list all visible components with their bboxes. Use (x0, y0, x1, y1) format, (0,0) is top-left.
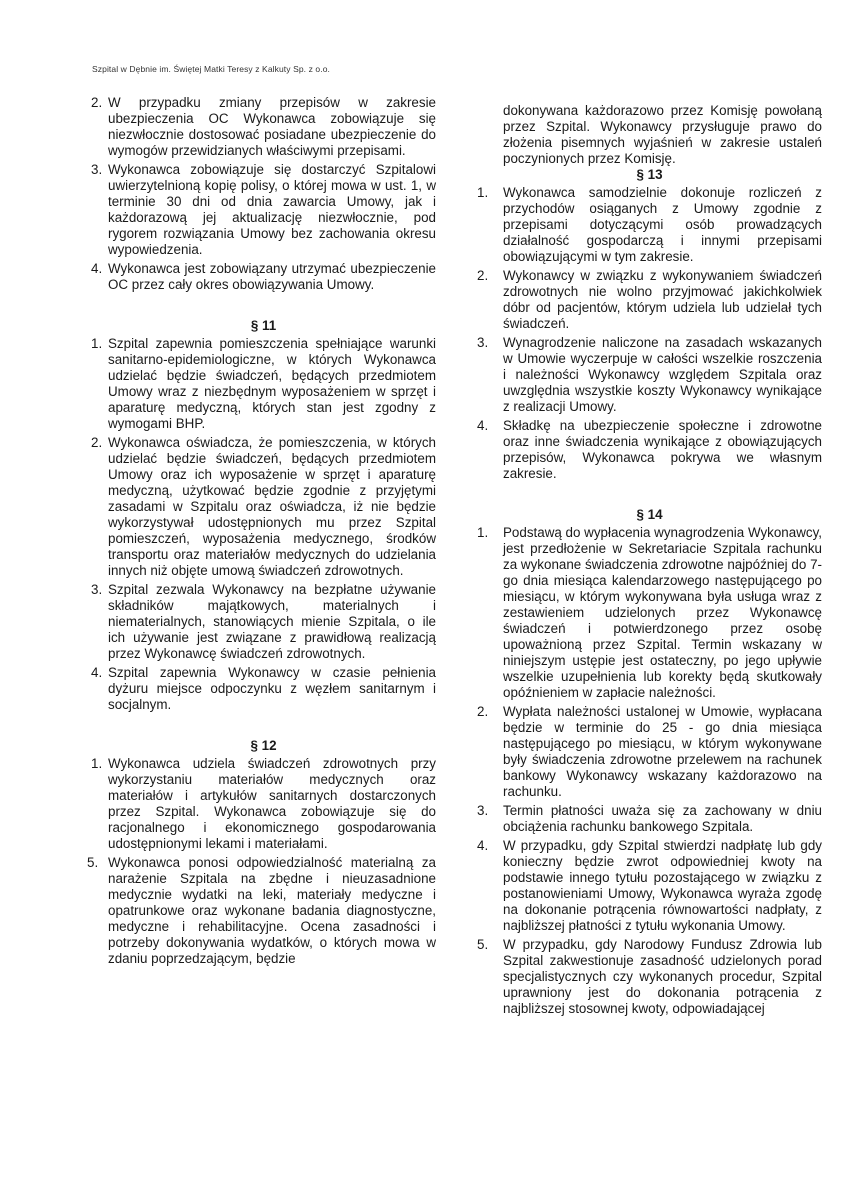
paragraph-14-2 (477, 704, 822, 800)
paragraph-number: 1. (477, 185, 489, 200)
paragraph-text: Wykonawca udziela świadczeń zdrowotnych przy wykorzystaniu materiałów medycznych oraz materiałów i artykułów sanitarnych dostarczonych przez Szpital. Wykonawca zobowiązuje się do racjonalnego i ekonomicznego gospodarowania udostępnionymi lekami i materiałami. (108, 756, 436, 851)
paragraph-number: 1. (477, 525, 489, 540)
paragraph-12-5-continuation: dokonywana każdorazowo przez Komisję powołaną przez Szpital. Wykonawcy przysługuje prawo do złożenia pisemnych wyjaśnień w zakresie ustaleń poczynionych przez Komisję. (503, 103, 822, 166)
paragraph-number: 2. (477, 268, 489, 283)
paragraph-text: Wykonawca zobowiązuje się dostarczyć Szpitalowi uwierzytelnioną kopię polisy, o której mowa w ust. 1, w terminie 30 dni od dnia zawarcia Umowy, jak i każdorazową jej aktualizację niezwłocznie, pod rygorem rozwiązania Umowy bez zachowania okresu wypowiedzenia. (108, 162, 436, 257)
paragraph-number: 5. (87, 855, 99, 870)
paragraph-11-4 (91, 665, 436, 713)
section-title-13: § 13 (636, 167, 663, 182)
paragraph-11-2 (91, 435, 436, 579)
paragraph-number: 4. (477, 418, 489, 433)
paragraph-text: Szpital zapewnia Wykonawcy w czasie pełnienia dyżuru miejsce odpoczynku z węzłem sanitarnym i socjalnym. (108, 665, 436, 712)
paragraph-11-3 (91, 582, 436, 662)
paragraph-13-3 (477, 335, 822, 415)
paragraph-text: Wynagrodzenie naliczone na zasadach wskazanych w Umowie wyczerpuje w całości wszelkie roszczenia i należności Wykonawcy względem Szpitala oraz uwzględnia wszystkie koszty Wykonawcy wynikające z realizacji Umowy. (503, 335, 822, 414)
paragraph-text: Szpital zezwala Wykonawcy na bezpłatne używanie składników majątkowych, materialnych i niematerialnych, stanowiących mienie Szpitala, o ile ich używanie jest związane z prawidłową realizacją przez Wykonawcę świadczeń zdrowotnych. (108, 582, 436, 661)
paragraph-14-3 (477, 803, 822, 835)
paragraph-13-1 (477, 185, 822, 265)
paragraph-text: W przypadku zmiany przepisów w zakresie ubezpieczenia OC Wykonawca zobowiązuje się niezwłocznie dostosować posiadane ubezpieczenie do wymogów przewidzianych właściwymi przepisami. (108, 95, 436, 158)
paragraph-number: 1. (91, 756, 103, 771)
paragraph-text: Wykonawcy w związku z wykonywaniem świadczeń zdrowotnych nie wolno przyjmować jakichkolwiek dóbr od pacjentów, którym udziela lub udzielał tych świadczeń. (503, 268, 822, 331)
paragraph-number: 5. (477, 937, 489, 952)
paragraph-12-1 (91, 756, 436, 852)
paragraph-number: 3. (477, 803, 489, 818)
paragraph-number: 1. (91, 336, 103, 351)
paragraph-number: 3. (477, 335, 489, 350)
paragraph-10-3 (91, 162, 436, 258)
paragraph-14-1 (477, 525, 822, 701)
paragraph-text: Wypłata należności ustalonej w Umowie, wypłacana będzie w terminie do 25 - go dnia miesiąca następującego po miesiącu, w którym wykonywane były świadczenia zdrowotne przelewem na rachunek bankowy Wykonawcy wskazany każdorazowo na rachunku. (503, 704, 822, 799)
paragraph-14-4 (477, 838, 822, 934)
paragraph-13-2 (477, 268, 822, 332)
section-title-12: § 12 (250, 738, 277, 753)
paragraph-number: 4. (91, 665, 103, 680)
paragraph-text: W przypadku, gdy Narodowy Fundusz Zdrowia lub Szpital zakwestionuje zasadność udzielonych porad specjalistycznych czy wykonanych procedur, Szpital uprawniony jest do dokonania potrącenia z najbliższej stosownej kwoty, odpowiadającej (503, 937, 822, 1016)
paragraph-number: 4. (477, 838, 489, 853)
paragraph-number: 2. (91, 95, 103, 110)
paragraph-text: W przypadku, gdy Szpital stwierdzi nadpłatę lub gdy konieczny będzie zwrot odpowiedniej kwoty na podstawie innego tytułu pozostającego w związku z postanowieniami Umowy, Wykonawca wyraża zgodę na dokonanie potrącenia równowartości nadpłaty, z najbliższej płatności z tytułu wykonania Umowy. (503, 838, 822, 933)
paragraph-text: Składkę na ubezpieczenie społeczne i zdrowotne oraz inne świadczenia wynikające z obowiązujących przepisów, Wykonawca pokrywa we własnym zakresie. (503, 418, 822, 481)
section-title-11: § 11 (250, 318, 277, 333)
paragraph-text: Szpital zapewnia pomieszczenia spełniające warunki sanitarno-epidemiologiczne, w których Wykonawca udzielać będzie świadczeń, będących przedmiotem Umowy wraz z niezbędnym wyposażeniem w sprzęt i aparaturę medyczną, których stan jest zgodny z wymogami BHP. (108, 336, 436, 431)
paragraph-text: Termin płatności uważa się za zachowany w dniu obciążenia rachunku bankowego Szpitala. (503, 803, 822, 834)
left-column (87, 95, 436, 970)
paragraph-text: Wykonawca jest zobowiązany utrzymać ubezpieczenie OC przez cały okres obowiązywania Umowy. (108, 261, 436, 292)
section-title-14: § 14 (636, 507, 663, 522)
paragraph-14-5 (477, 937, 822, 1017)
paragraph-text: Wykonawca ponosi odpowiedzialność materialną za narażenie Szpitala na zbędne i nieuzasadnione medycznie wydatki na leki, materiały medyczne i opatrunkowe oraz wykonane badania diagnostyczne, medyczne i rehabilitacyjne. Ocena zasadności i potrzeby dokonywania wydatków, o których mowa w zdaniu poprzedzającym, będzie (108, 855, 436, 966)
paragraph-number: 2. (477, 704, 489, 719)
paragraph-text: Podstawą do wypłacenia wynagrodzenia Wykonawcy, jest przedłożenie w Sekretariacie Szpitala rachunku za wykonane świadczenia zdrowotne najpóźniej do 7-go dnia miesiąca kalendarzowego następującego po miesiącu, w którym wykonywana była usługa wraz z zestawieniem udzielonych przez Wykonawcę świadczeń i potwierdzonego przez osobę upoważnioną przez Szpital. Termin wskazany w niniejszym ustępie jest ostateczny, po jego upływie wszelkie uzupełnienia lub korekty będą skutkowały opóźnieniem w zapłacie należności. (503, 525, 822, 700)
paragraph-11-1 (91, 336, 436, 432)
paragraph-10-4 (91, 261, 436, 293)
paragraph-number: 2. (91, 435, 103, 450)
paragraph-text: Wykonawca samodzielnie dokonuje rozliczeń z przychodów osiąganych z Umowy zgodnie z przepisami dotyczącymi osób prowadzących działalność gospodarczą i innymi przepisami obowiązującymi w tym zakresie. (503, 185, 822, 264)
paragraph-13-4 (477, 418, 822, 482)
paragraph-text: Wykonawca oświadcza, że pomieszczenia, w których udzielać będzie świadczeń, będących przedmiotem Umowy oraz ich wyposażenie w sprzęt i aparaturę medyczną, użytkować będzie zgodnie z przyjętymi zasadami w Szpitalu oraz oświadcza, iż nie będzie wykorzystywał udostępnionych mu przez Szpital pomieszczeń, wyposażenia medycznego, środków transportu oraz materiałów medycznych do udzielania innych niż objęte umową świadczeń zdrowotnych. (108, 435, 436, 578)
paragraph-10-2 (91, 95, 436, 159)
page-header: Szpital w Dębnie im. Świętej Matki Teresy z Kalkuty Sp. z o.o. (92, 64, 330, 74)
paragraph-12-5 (87, 855, 436, 967)
paragraph-number: 4. (91, 261, 103, 276)
right-column (477, 103, 822, 1020)
paragraph-number: 3. (91, 582, 103, 597)
paragraph-number: 3. (91, 162, 103, 177)
